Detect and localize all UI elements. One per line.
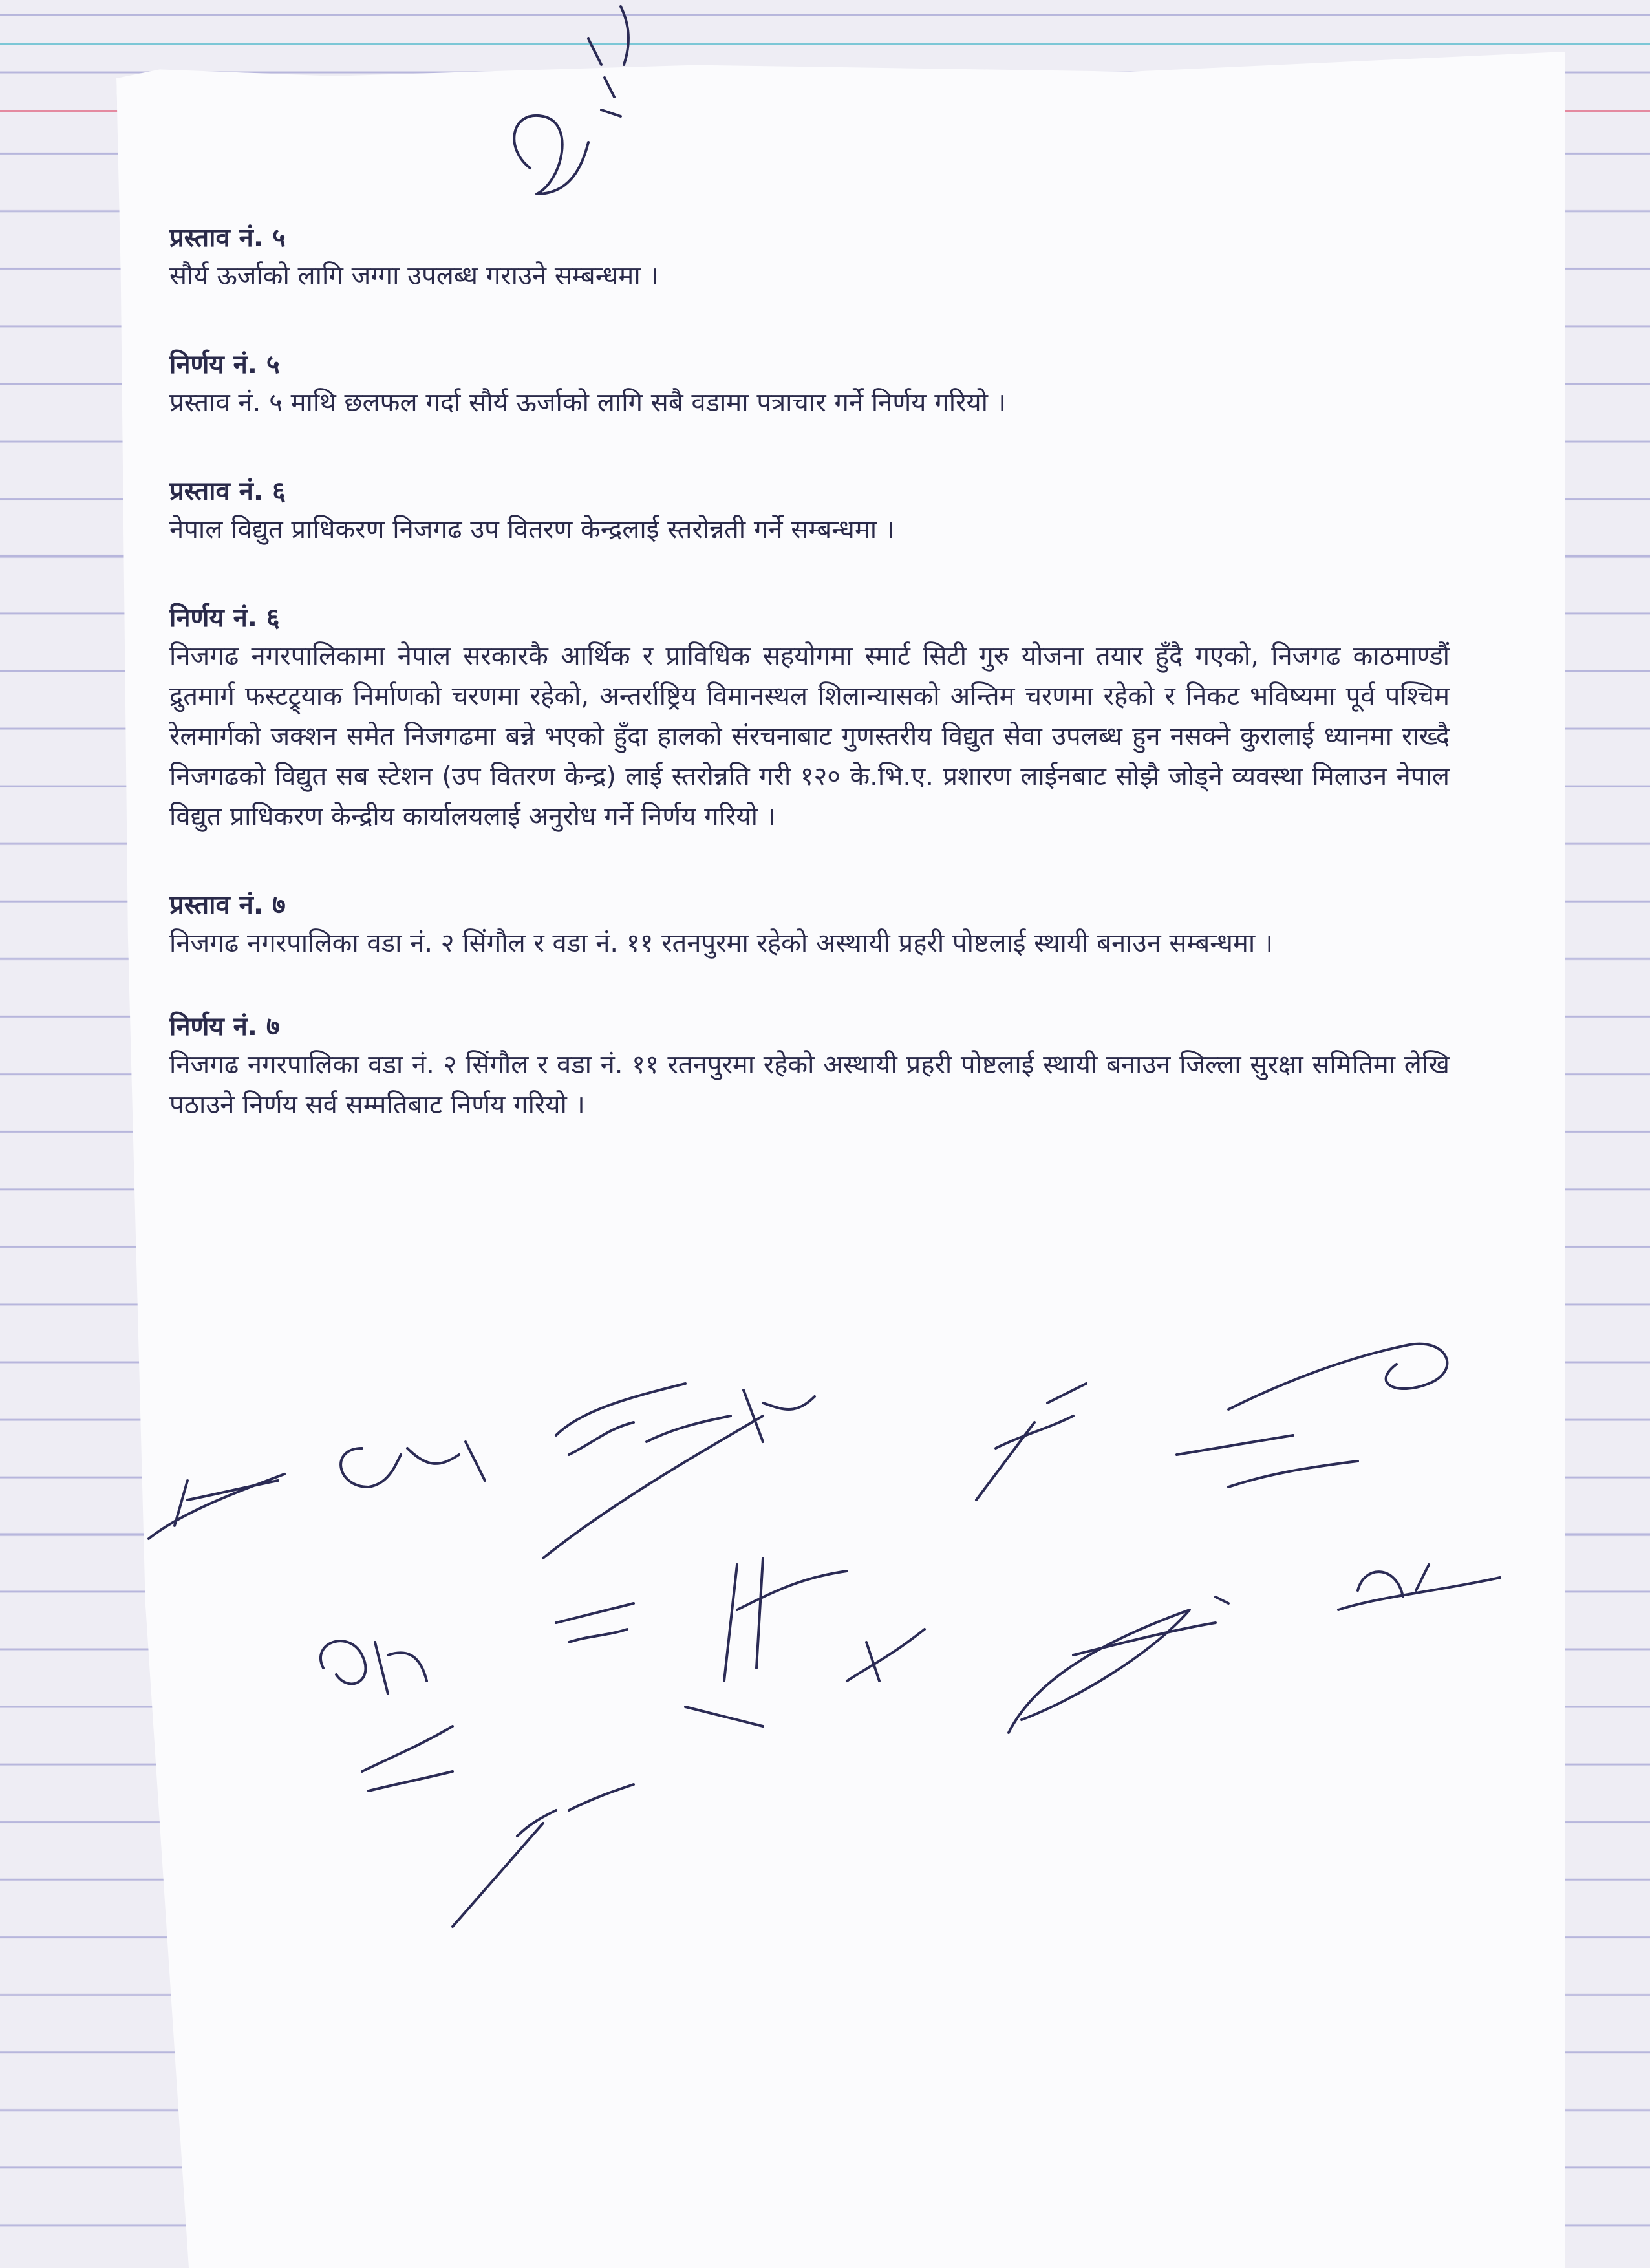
signature-8 xyxy=(556,1603,634,1642)
document-body xyxy=(169,220,1450,1175)
signatures-area xyxy=(116,1319,1565,2030)
decision-5-heading: निर्णय नं. ५ xyxy=(169,350,280,380)
decision-7 xyxy=(169,1009,1450,1125)
signature-14 xyxy=(453,1784,634,1927)
proposal-7 xyxy=(169,887,1450,963)
signature-7 xyxy=(321,1641,427,1694)
signature-3 xyxy=(543,1384,763,1558)
signature-11 xyxy=(1009,1597,1228,1733)
decision-7-heading: निर्णय नं. ७ xyxy=(169,1012,280,1042)
proposal-5-heading: प्रस्ताव नं. ५ xyxy=(169,223,286,253)
signature-12 xyxy=(1338,1565,1500,1610)
decision-5 xyxy=(169,347,1450,423)
decision-5-text: प्रस्ताव नं. ५ माथि छलफल गर्दा सौर्य ऊर्जाको लागि सबै वडामा पत्राचार गर्ने निर्णय गरियो । xyxy=(169,388,1006,418)
proposal-6-text: नेपाल विद्युत प्राधिकरण निजगढ उप वितरण केन्द्रलाई स्तरोन्नती गर्ने सम्बन्धमा । xyxy=(169,515,895,544)
proposal-7-heading: प्रस्ताव नं. ७ xyxy=(169,890,286,920)
signature-2 xyxy=(341,1442,485,1487)
proposal-5 xyxy=(169,220,1450,296)
decision-6-heading: निर्णय नं. ६ xyxy=(169,603,280,633)
notebook-top-rule xyxy=(0,43,1650,45)
proposal-7-text: निजगढ नगरपालिका वडा नं. २ सिंगौल र वडा नं. ११ रतनपुरमा रहेको अस्थायी प्रहरी पोष्टलाई स्थायी बनाउन सम्बन्धमा । xyxy=(169,928,1274,958)
signature-13 xyxy=(362,1726,453,1791)
proposal-6-heading: प्रस्ताव नं. ६ xyxy=(169,476,286,506)
handwritten-initial-mark xyxy=(491,0,659,220)
signature-1 xyxy=(149,1474,284,1539)
proposal-5-text: सौर्य ऊर्जाको लागि जग्गा उपलब्ध गराउने सम्बन्धमा । xyxy=(169,261,659,291)
signature-6 xyxy=(1177,1344,1447,1487)
decision-6-text: निजगढ नगरपालिकामा नेपाल सरकारकै आर्थिक र प्राविधिक सहयोगमा स्मार्ट सिटी गुरु योजना तयार हुँदै गएको, निजगढ काठमाण्डौं द्रुतमार्ग फस्टट्र्याक निर्माणको चरणमा रहेको, अन्तर्राष्ट्रिय विमानस्थल शिलान्यासको अन्तिम चरणमा रहेको र निकट भविष्यमा पूर्व पश्चिम रेलमार्गको जक्शन समेत निजगढमा बन्ने भएको हुँदा हालको संरचनाबाट गुणस्तरीय विद्युत सेवा उपलब्ध हुन नसक्ने कुरालाई ध्यानमा राख्दै निजगढको विद्युत सब स्टेशन (उप वितरण केन्द्र) लाई स्तरोन्नति गरी १२० के.भि.ए. प्रशारण लाईनबाट सोझै जोड्ने व्यवस्था मिलाउन नेपाल विद्युत प्राधिकरण केन्द्रीय कार्यालयलाई अनुरोध गर्ने निर्णय गरियो । xyxy=(169,641,1450,831)
proposal-6 xyxy=(169,473,1450,550)
signature-10 xyxy=(847,1629,925,1681)
decision-6 xyxy=(169,600,1450,837)
decision-7-text: निजगढ नगरपालिका वडा नं. २ सिंगौल र वडा नं. ११ रतनपुरमा रहेको अस्थायी प्रहरी पोष्टलाई स्थायी बनाउन जिल्ला सुरक्षा समितिमा लेखि पठाउने निर्णय सर्व सम्मतिबाट निर्णय गरियो । xyxy=(169,1050,1450,1120)
signature-9 xyxy=(685,1558,847,1726)
signature-5 xyxy=(976,1384,1086,1500)
